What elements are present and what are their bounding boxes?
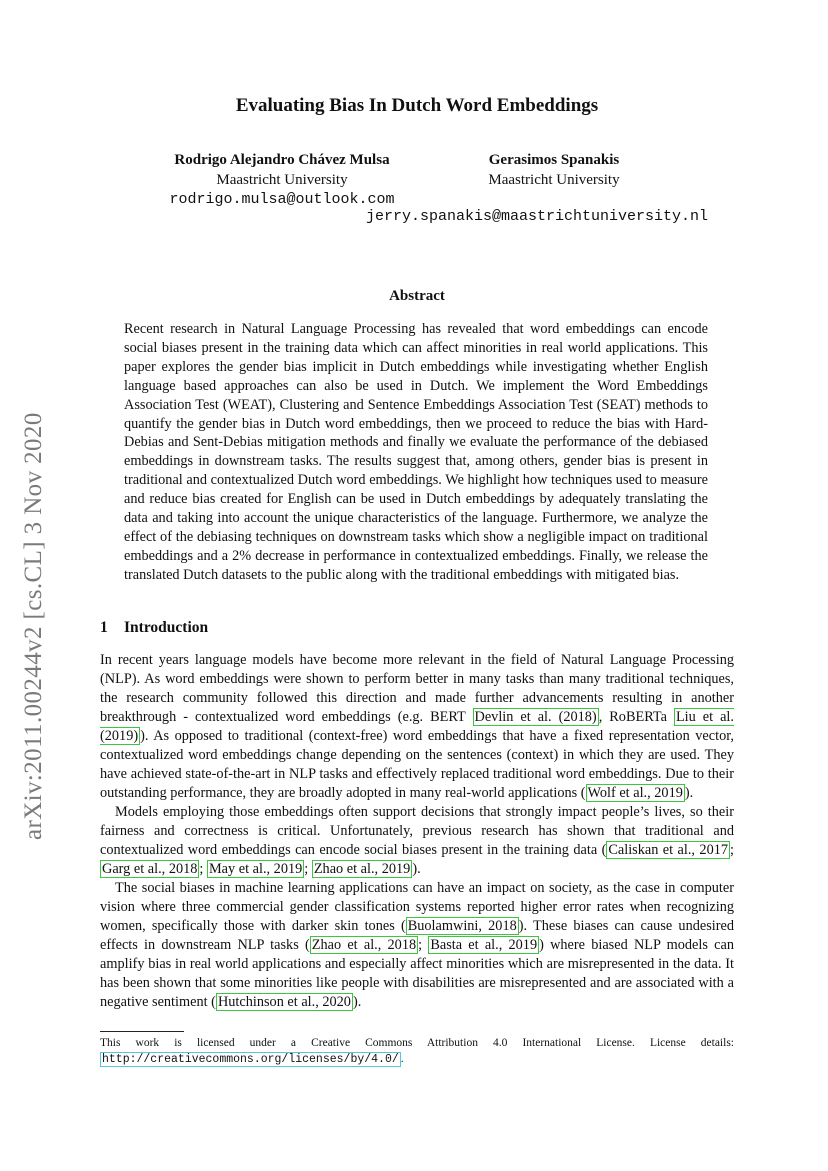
text: ) where biased NLP models can amplify bias in real world applications and especially affect minorities which are misrepresented in the data. It has been shown that some minorities like people with disabilities are misrepresented and are associated with a negative sentiment ( <box>100 937 734 1010</box>
footnote-text: This work is licensed under a Creative Commons Attribution 4.0 International License. License details: <box>100 1037 734 1049</box>
author-affiliation: Maastricht University <box>488 172 620 188</box>
author-name: Rodrigo Alejandro Chávez Mulsa <box>174 152 390 168</box>
text: ; <box>304 861 312 877</box>
author-email[interactable]: jerry.spanakis@maastrichtuniversity.nl <box>366 208 709 225</box>
citation-link[interactable]: Zhao et al., 2018 <box>311 937 417 953</box>
text: In recent years language models have become more relevant in the field of Natural Language Processing (NLP). As word embeddings were shown to perform better in many tasks than many traditional techniques, the research community followed this direction and made further advancements resulting in another breakthrough - contextualized word embeddings (e.g. BERT <box>100 652 734 725</box>
citation-link[interactable]: Wolf et al., 2019 <box>587 785 683 801</box>
text: ). <box>412 861 421 877</box>
citation-link[interactable]: Devlin et al. (2018) <box>474 709 597 725</box>
citation-link[interactable]: May et al., 2019 <box>208 861 303 877</box>
footnote-divider <box>100 1031 184 1032</box>
citation-link[interactable]: Liu et al. (2019) <box>100 709 734 744</box>
author-email[interactable]: rodrigo.mulsa@outlook.com <box>169 191 395 208</box>
text: ). <box>352 994 362 1010</box>
text: ; <box>730 842 735 858</box>
arxiv-identifier: arXiv:2011.00244v2 [cs.CL] 3 Nov 2020 <box>20 412 47 840</box>
citation-link[interactable]: Garg et al., 2018 <box>102 861 198 877</box>
introduction-body <box>100 651 734 1012</box>
paragraph <box>100 651 734 803</box>
citation-link[interactable]: Zhao et al., 2019 <box>313 861 411 877</box>
author-affiliation: Maastricht University <box>216 172 348 188</box>
paragraph <box>100 803 734 879</box>
citation-link[interactable]: Buolamwini, 2018 <box>407 918 517 934</box>
author-block-1 <box>148 150 416 210</box>
text: The social biases in machine learning applications can have an impact on society, as the case in computer vision where three commercial gender classification systems reported higher error rates when recognizing women, specifically those with darker skin tones ( <box>100 880 734 934</box>
paper-title: Evaluating Bias In Dutch Word Embeddings <box>235 95 599 116</box>
footnote <box>100 1035 734 1068</box>
section-title: Introduction <box>124 619 209 636</box>
paragraph <box>100 879 734 1012</box>
license-url-link[interactable]: http://creativecommons.org/licenses/by/4.0/ <box>102 1053 399 1066</box>
text: Models employing those embeddings often support decisions that strongly impact people’s lives, so their fairness and correctness is critical. Unfortunately, previous research has shown that traditional and contextualized word embeddings can encode social biases present in the training data ( <box>100 804 734 858</box>
text: ; <box>418 937 429 953</box>
text: , RoBERTa <box>598 709 674 725</box>
section-number: 1 <box>100 619 108 636</box>
citation-link[interactable]: Hutchinson et al., 2020 <box>217 994 351 1010</box>
text: ; <box>199 861 207 877</box>
author-name: Gerasimos Spanakis <box>488 152 620 168</box>
text: ). <box>684 785 694 801</box>
citation-link[interactable]: Basta et al., 2019 <box>430 937 538 953</box>
abstract-text: Recent research in Natural Language Processing has revealed that word embeddings can encode social biases present in the training data which can affect minorities in real world applications. This paper explores the gender bias implicit in Dutch embeddings while investigating whether English language based approaches can also be used in Dutch. We implement the Word Embeddings Association Test (WEAT), Clustering and Sentence Embeddings Association Test (SEAT) methods to quantify the gender bias in Dutch word embeddings, then we proceed to reduce the bias with Hard-Debias and Sent-Debias mitigation methods and finally we evaluate the performance of the debiased embeddings in downstream tasks. The results suggest that, among others, gender bias is present in traditional and contextualized Dutch word embeddings. We highlight how techniques used to measure and reduce bias created for English can be used in Dutch embeddings by adequately translating the data and taking into account the unique characteristics of the language. Furthermore, we analyze the effect of the debiasing techniques on downstream tasks which show a negligible impact on traditional embeddings and a 2% decrease in performance in contextualized embeddings. Finally, we release the translated Dutch datasets to the public along with the traditional embeddings with mitigated bias. <box>124 321 708 583</box>
text: ). These biases can cause undesired effects in downstream NLP tasks ( <box>100 918 735 953</box>
footnote-text: . <box>400 1053 404 1065</box>
text: ). As opposed to traditional (context-free) word embeddings that have a fixed representation vector, contextualized word embeddings change depending on the sentences (context) in which they are used. They have achieved state-of-the-art in NLP tasks and effectively replaced traditional word embeddings. Due to their outstanding performance, they are broadly adopted in many real-world applications ( <box>100 728 734 801</box>
citation-link[interactable]: Caliskan et al., 2017 <box>608 842 729 858</box>
abstract-heading: Abstract <box>389 288 445 304</box>
author-block-2 <box>454 150 654 190</box>
section-heading <box>100 619 208 637</box>
